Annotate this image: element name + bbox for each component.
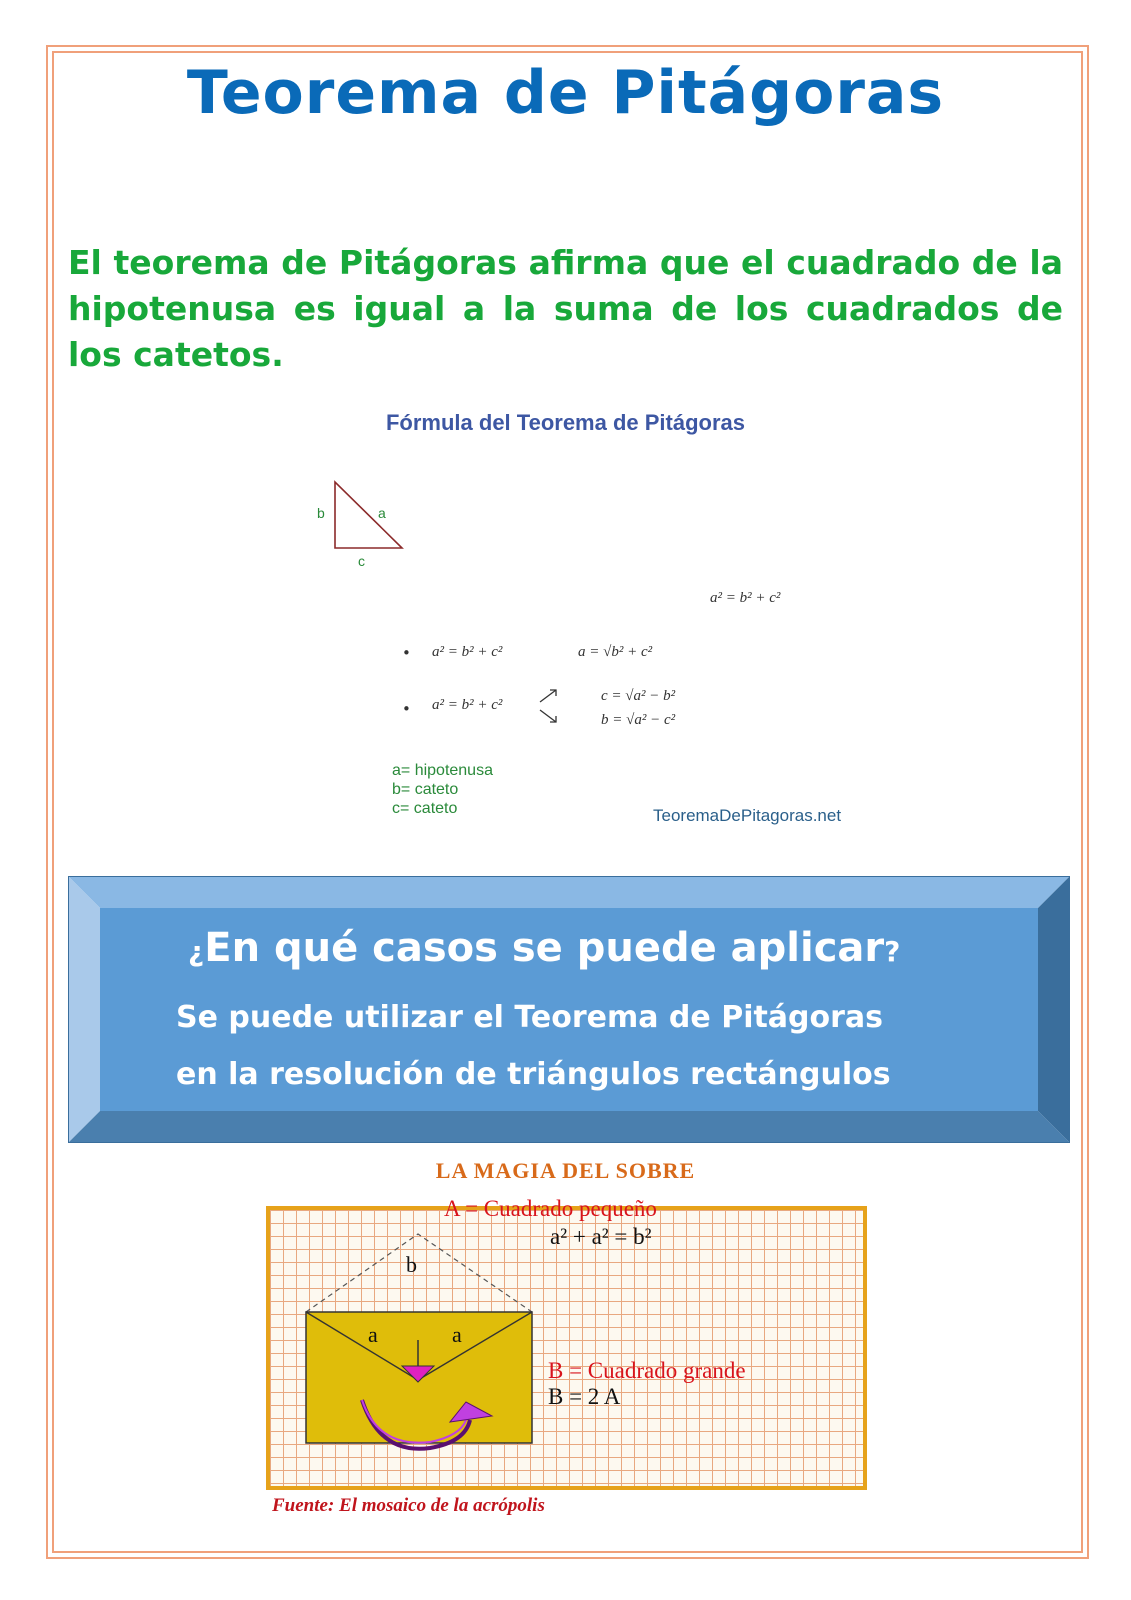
equation-a-squared: a² + a² = b² [550,1224,652,1249]
bullet-2-result-b: b = √a² − c² [601,712,676,728]
envelope-figure [266,1196,867,1490]
info-banner [68,876,1070,1143]
bullet-1: • [402,644,411,662]
bullet-1-formula: a² = b² + c² [432,644,503,660]
source-credit: Fuente: El mosaico de la acrópolis [272,1495,545,1516]
main-formula: a² = b² + c² [710,590,781,606]
banner-heading [188,925,900,971]
branch-arrows-icon [536,686,562,726]
heading-open-mark: ¿ [188,935,205,968]
bullet-2-formula: a² = b² + c² [432,697,503,713]
relation-b-2a: B = 2 A [548,1384,621,1409]
banner-line-2: en la resolución de triángulos rectángulos [176,1057,891,1092]
side-b-label: b [406,1252,417,1277]
triangle-label-a: a [378,505,386,521]
envelope-diagram [270,1210,863,1486]
intro-text: El teorema de Pitágoras afirma que el cuadrado de la hipotenusa es igual a la suma de los cuadrados de los catetos. [68,243,1063,374]
bullet-2-result-c: c = √a² − b² [601,688,676,704]
bullet-1-result: a = √b² + c² [578,644,653,660]
legend-cateto-c: c= cateto [392,800,458,817]
source-site: TeoremaDePitagoras.net [653,806,842,825]
label-b-cuadrado-grande: B = Cuadrado grande [548,1358,746,1383]
label-a-cuadrado-pequeno: A = Cuadrado pequeño [444,1196,657,1221]
side-a-left-label: a [368,1322,378,1347]
page-title: Teorema de Pitágoras [186,58,945,128]
legend-hipotenusa: a= hipotenusa [392,762,493,779]
magia-title: LA MAGIA DEL SOBRE [435,1158,696,1183]
right-triangle-diagram [310,476,420,576]
legend-cateto-b: b= cateto [392,781,459,798]
formula-heading: Fórmula del Teorema de Pitágoras [385,410,746,435]
triangle-label-c: c [358,553,365,569]
heading-close-mark: ? [884,935,901,968]
bullet-2: • [402,700,411,718]
side-a-right-label: a [452,1322,462,1347]
triangle-label-b: b [317,505,325,521]
banner-line-1: Se puede utilizar el Teorema de Pitágoras [176,1000,884,1035]
right-triangle-shape [335,482,402,548]
heading-text: En qué casos se puede aplicar [204,925,885,971]
